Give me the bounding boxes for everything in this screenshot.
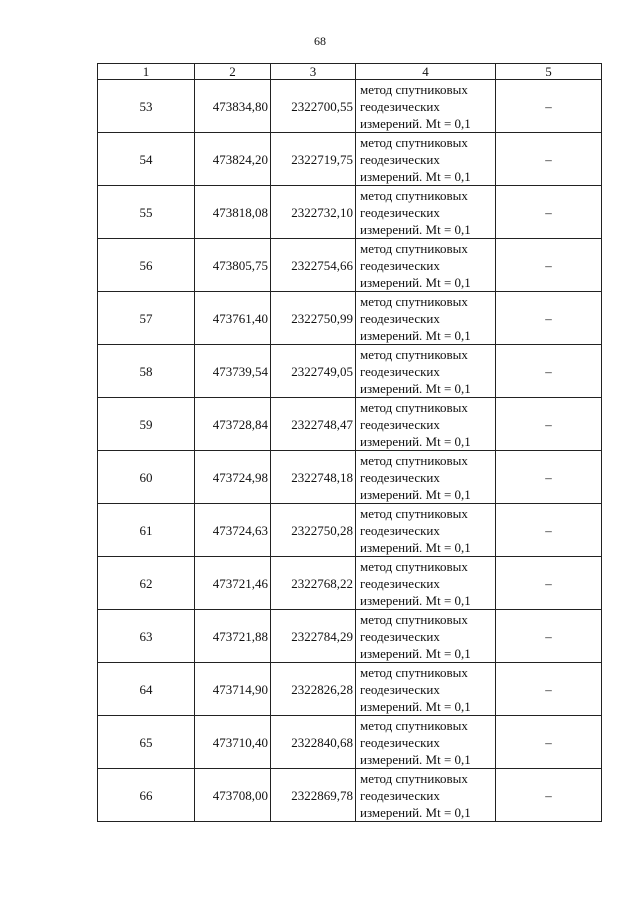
method-line: метод спутниковых xyxy=(360,293,468,309)
method-cell xyxy=(356,504,496,557)
x-coordinate-cell: 473739,54 xyxy=(195,345,271,398)
method-cell xyxy=(356,398,496,451)
note-cell: – xyxy=(496,345,602,398)
note-cell: – xyxy=(496,451,602,504)
x-coordinate-cell: 473818,08 xyxy=(195,186,271,239)
table-row xyxy=(98,398,602,451)
method-cell xyxy=(356,663,496,716)
header-col-5: 5 xyxy=(496,64,602,80)
method-line: геодезических xyxy=(360,575,440,591)
table-row xyxy=(98,716,602,769)
x-coordinate-cell: 473708,00 xyxy=(195,769,271,822)
x-coordinate-cell: 473824,20 xyxy=(195,133,271,186)
point-number-cell: 54 xyxy=(98,133,195,186)
point-number-cell: 55 xyxy=(98,186,195,239)
method-cell xyxy=(356,557,496,610)
note-cell: – xyxy=(496,504,602,557)
method-cell xyxy=(356,716,496,769)
note-cell: – xyxy=(496,80,602,133)
table-header-row xyxy=(98,64,602,80)
x-coordinate-cell: 473724,63 xyxy=(195,504,271,557)
method-line: измерений. Mt = 0,1 xyxy=(360,168,471,184)
method-line: метод спутниковых xyxy=(360,717,468,733)
point-number-cell: 53 xyxy=(98,80,195,133)
header-col-1: 1 xyxy=(98,64,195,80)
table-row xyxy=(98,186,602,239)
method-line: геодезических xyxy=(360,310,440,326)
method-line: измерений. Mt = 0,1 xyxy=(360,327,471,343)
point-number-cell: 66 xyxy=(98,769,195,822)
y-coordinate-cell: 2322719,75 xyxy=(271,133,356,186)
method-line: метод спутниковых xyxy=(360,664,468,680)
y-coordinate-cell: 2322749,05 xyxy=(271,345,356,398)
header-col-2: 2 xyxy=(195,64,271,80)
method-line: метод спутниковых xyxy=(360,611,468,627)
y-coordinate-cell: 2322748,47 xyxy=(271,398,356,451)
method-line: геодезических xyxy=(360,522,440,538)
method-cell xyxy=(356,345,496,398)
method-line: геодезических xyxy=(360,416,440,432)
method-line: метод спутниковых xyxy=(360,505,468,521)
table-row xyxy=(98,663,602,716)
x-coordinate-cell: 473721,88 xyxy=(195,610,271,663)
method-line: геодезических xyxy=(360,204,440,220)
point-number-cell: 63 xyxy=(98,610,195,663)
y-coordinate-cell: 2322750,28 xyxy=(271,504,356,557)
note-cell: – xyxy=(496,610,602,663)
method-line: метод спутниковых xyxy=(360,240,468,256)
point-number-cell: 60 xyxy=(98,451,195,504)
note-cell: – xyxy=(496,239,602,292)
point-number-cell: 64 xyxy=(98,663,195,716)
method-line: измерений. Mt = 0,1 xyxy=(360,221,471,237)
method-line: геодезических xyxy=(360,628,440,644)
method-line: измерений. Mt = 0,1 xyxy=(360,645,471,661)
x-coordinate-cell: 473728,84 xyxy=(195,398,271,451)
method-cell xyxy=(356,451,496,504)
method-line: метод спутниковых xyxy=(360,558,468,574)
method-line: измерений. Mt = 0,1 xyxy=(360,486,471,502)
method-line: измерений. Mt = 0,1 xyxy=(360,751,471,767)
method-line: измерений. Mt = 0,1 xyxy=(360,592,471,608)
y-coordinate-cell: 2322869,78 xyxy=(271,769,356,822)
method-line: геодезических xyxy=(360,681,440,697)
page-number: 68 xyxy=(314,34,326,48)
table-body xyxy=(98,80,602,822)
note-cell: – xyxy=(496,292,602,345)
y-coordinate-cell: 2322768,22 xyxy=(271,557,356,610)
table-row xyxy=(98,769,602,822)
method-line: измерений. Mt = 0,1 xyxy=(360,380,471,396)
method-line: геодезических xyxy=(360,363,440,379)
point-number-cell: 65 xyxy=(98,716,195,769)
method-line: измерений. Mt = 0,1 xyxy=(360,274,471,290)
table-row xyxy=(98,80,602,133)
point-number-cell: 59 xyxy=(98,398,195,451)
method-cell xyxy=(356,186,496,239)
method-line: геодезических xyxy=(360,257,440,273)
method-line: измерений. Mt = 0,1 xyxy=(360,539,471,555)
point-number-cell: 61 xyxy=(98,504,195,557)
method-line: метод спутниковых xyxy=(360,187,468,203)
method-cell xyxy=(356,769,496,822)
header-col-4: 4 xyxy=(356,64,496,80)
header-col-3: 3 xyxy=(271,64,356,80)
method-cell xyxy=(356,610,496,663)
y-coordinate-cell: 2322732,10 xyxy=(271,186,356,239)
point-number-cell: 58 xyxy=(98,345,195,398)
x-coordinate-cell: 473834,80 xyxy=(195,80,271,133)
method-line: измерений. Mt = 0,1 xyxy=(360,115,471,131)
note-cell: – xyxy=(496,133,602,186)
method-line: измерений. Mt = 0,1 xyxy=(360,433,471,449)
table-row xyxy=(98,451,602,504)
x-coordinate-cell: 473714,90 xyxy=(195,663,271,716)
y-coordinate-cell: 2322784,29 xyxy=(271,610,356,663)
method-cell xyxy=(356,133,496,186)
table-row xyxy=(98,610,602,663)
y-coordinate-cell: 2322700,55 xyxy=(271,80,356,133)
x-coordinate-cell: 473721,46 xyxy=(195,557,271,610)
method-line: метод спутниковых xyxy=(360,81,468,97)
method-line: метод спутниковых xyxy=(360,770,468,786)
table-row xyxy=(98,504,602,557)
y-coordinate-cell: 2322754,66 xyxy=(271,239,356,292)
method-cell xyxy=(356,292,496,345)
method-line: метод спутниковых xyxy=(360,399,468,415)
y-coordinate-cell: 2322826,28 xyxy=(271,663,356,716)
x-coordinate-cell: 473710,40 xyxy=(195,716,271,769)
method-line: геодезических xyxy=(360,151,440,167)
method-line: метод спутниковых xyxy=(360,452,468,468)
x-coordinate-cell: 473805,75 xyxy=(195,239,271,292)
method-cell xyxy=(356,239,496,292)
method-line: метод спутниковых xyxy=(360,346,468,362)
y-coordinate-cell: 2322748,18 xyxy=(271,451,356,504)
table-row xyxy=(98,292,602,345)
note-cell: – xyxy=(496,769,602,822)
note-cell: – xyxy=(496,186,602,239)
note-cell: – xyxy=(496,398,602,451)
method-line: геодезических xyxy=(360,734,440,750)
note-cell: – xyxy=(496,557,602,610)
table-row xyxy=(98,239,602,292)
method-cell xyxy=(356,80,496,133)
method-line: измерений. Mt = 0,1 xyxy=(360,804,471,820)
method-line: измерений. Mt = 0,1 xyxy=(360,698,471,714)
method-line: геодезических xyxy=(360,787,440,803)
table-row xyxy=(98,557,602,610)
y-coordinate-cell: 2322750,99 xyxy=(271,292,356,345)
method-line: метод спутниковых xyxy=(360,134,468,150)
method-line: геодезических xyxy=(360,98,440,114)
table-row xyxy=(98,345,602,398)
x-coordinate-cell: 473724,98 xyxy=(195,451,271,504)
table-row xyxy=(98,133,602,186)
point-number-cell: 56 xyxy=(98,239,195,292)
point-number-cell: 57 xyxy=(98,292,195,345)
note-cell: – xyxy=(496,716,602,769)
x-coordinate-cell: 473761,40 xyxy=(195,292,271,345)
coordinates-table xyxy=(97,63,602,822)
method-line: геодезических xyxy=(360,469,440,485)
y-coordinate-cell: 2322840,68 xyxy=(271,716,356,769)
note-cell: – xyxy=(496,663,602,716)
point-number-cell: 62 xyxy=(98,557,195,610)
